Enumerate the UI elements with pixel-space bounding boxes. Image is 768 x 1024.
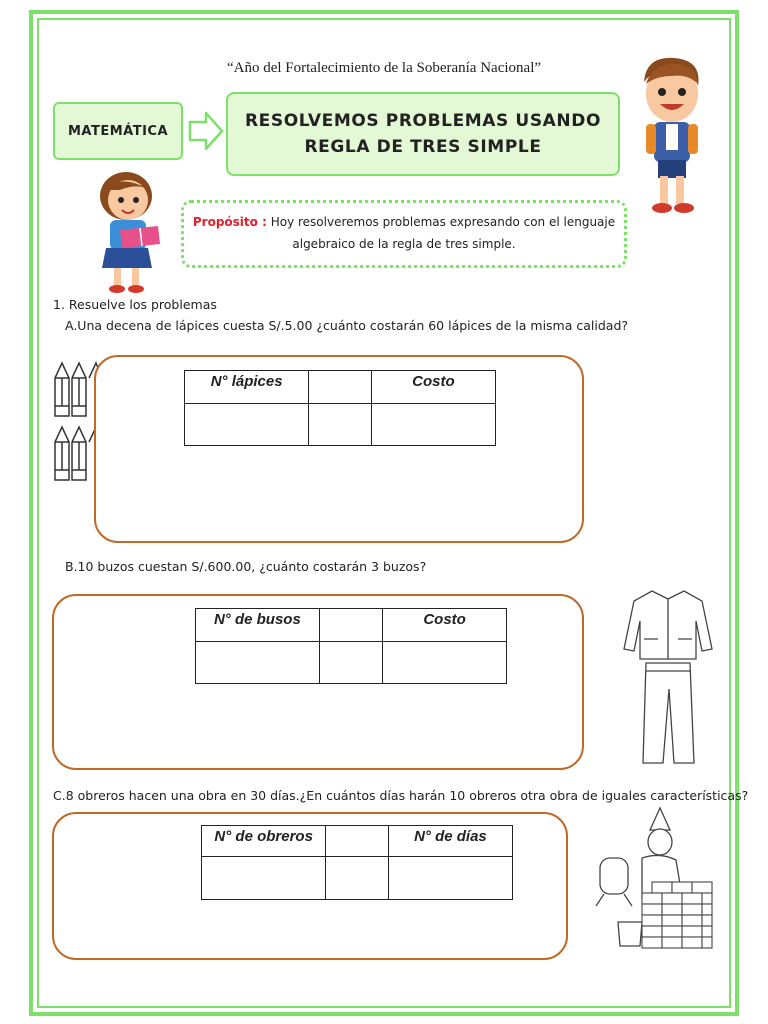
boy-character-icon — [632, 52, 712, 216]
problem-b-cell — [383, 642, 507, 684]
lesson-title-line1: RESOLVEMOS PROBLEMAS USANDO — [244, 111, 602, 131]
purpose-text-line2: algebraico de la regla de tres simple. — [292, 237, 516, 251]
problem-c-cell — [326, 857, 388, 900]
problem-a-header-col1: N° lápices — [185, 371, 309, 404]
problem-c-header-col1: N° de obreros — [202, 826, 326, 857]
national-motto: “Año del Fortalecimiento de la Soberanía Nacional” — [226, 60, 542, 76]
problem-a-header-col3: Costo — [371, 371, 495, 404]
problem-a-cell — [371, 404, 495, 446]
tracksuit-icon — [622, 585, 714, 771]
problem-a-question: A.Una decena de lápices cuesta S/.5.00 ¿cuánto costarán 60 lápices de la misma calidad? — [65, 318, 629, 333]
subject-label: MATEMÁTICA — [67, 123, 169, 139]
girl-reading-icon — [90, 168, 170, 296]
problem-c-question: C.8 obreros hacen una obra en 30 días.¿En cuántos días harán 10 obreros otra obra de iguales características? — [53, 788, 749, 803]
lesson-title-box — [226, 92, 620, 176]
problem-c-cell — [388, 857, 512, 900]
arrow-right-icon — [188, 110, 224, 152]
problem-c-cell — [202, 857, 326, 900]
problem-a-cell — [185, 404, 309, 446]
purpose-label: Propósito : — [192, 215, 267, 229]
problem-c-header-col2 — [326, 826, 388, 857]
problem-b-question: B.10 buzos cuestan S/.600.00, ¿cuánto costarán 3 buzos? — [65, 559, 427, 574]
problem-b-header-col2 — [319, 609, 382, 642]
subject-badge — [53, 102, 183, 160]
problem-c-table — [201, 825, 513, 900]
purpose-text-line1: Hoy resolveremos problemas expresando con el lenguaje — [270, 215, 616, 229]
problem-a-table — [184, 370, 496, 446]
problem-b-table — [195, 608, 507, 684]
bricklayer-icon — [592, 806, 716, 954]
problem-b-cell — [319, 642, 382, 684]
lesson-title-line2: REGLA DE TRES SIMPLE — [304, 137, 542, 157]
problem-a-cell — [309, 404, 371, 446]
problem-c-header-col3: N° de días — [388, 826, 512, 857]
problem-b-cell — [196, 642, 320, 684]
problem-a-header-col2 — [309, 371, 371, 404]
problem-b-header-col1: N° de busos — [196, 609, 320, 642]
purpose-box — [181, 200, 627, 268]
instructions: 1. Resuelve los problemas — [53, 297, 217, 312]
problem-b-header-col3: Costo — [383, 609, 507, 642]
